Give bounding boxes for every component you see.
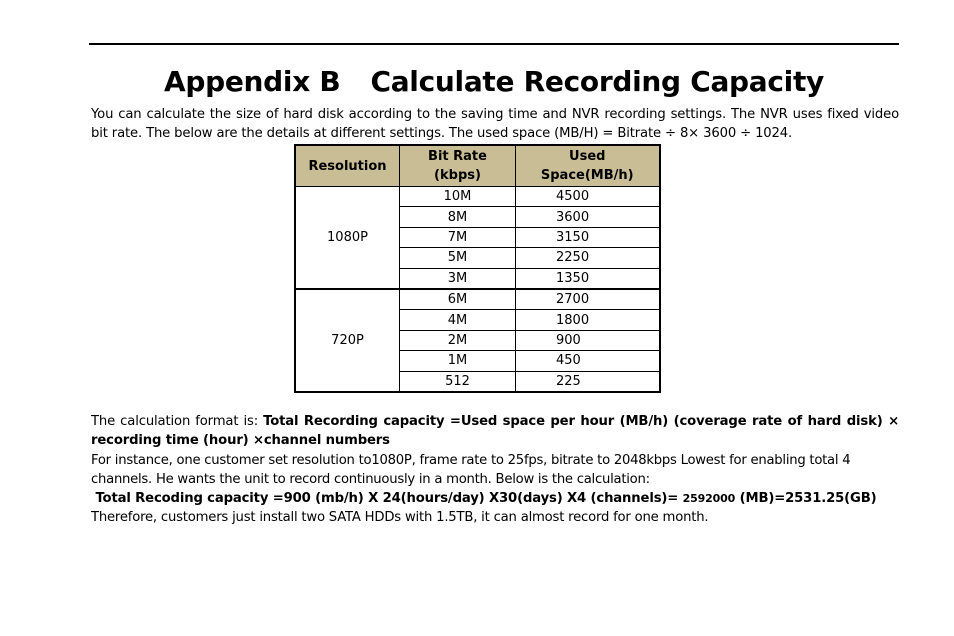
header-bitrate [400, 145, 516, 187]
used-space-cell: 1350 [516, 268, 660, 289]
used-space-cell: 3150 [516, 227, 660, 247]
table-body [295, 187, 660, 392]
capacity-table [294, 144, 661, 393]
used-space-cell: 4500 [516, 187, 660, 207]
table-row [295, 289, 660, 310]
used-space-cell: 2250 [516, 248, 660, 268]
bitrate-cell: 6M [400, 289, 516, 310]
conclusion-paragraph: Therefore, customers just install two SATA HDDs with 1.5TB, it can almost record for one month. [91, 510, 709, 525]
used-space-cell: 450 [516, 351, 660, 371]
used-space-cell: 900 [516, 330, 660, 350]
calculation-format-lead: The calculation format is: [91, 414, 264, 429]
appendix-label: Appendix B [163, 65, 341, 98]
resolution-cell: 1080P [295, 187, 400, 289]
table-header-row [295, 145, 660, 187]
calculation-format [91, 412, 899, 450]
bitrate-cell: 3M [400, 268, 516, 289]
header-bitrate-text: Bit Rate (kbps) [428, 149, 487, 183]
table-row [295, 187, 660, 207]
bitrate-cell: 4M [400, 310, 516, 330]
intro-paragraph: You can calculate the size of hard disk according to the saving time and NVR recording settings. The NVR uses fixed video bit rate. The below are the details at different settings. The used space (MB/H) = Bitrate ÷ 8× 3600 ÷ 1024. [91, 107, 899, 141]
header-resolution: Resolution [295, 145, 400, 187]
used-space-cell: 3600 [516, 207, 660, 227]
calculation-part-1: Total Recoding capacity =900 (mb/h) X 24(hours/day) X30(days) X4 (channels)= [95, 491, 683, 506]
bitrate-cell: 2M [400, 330, 516, 350]
calculation-result [91, 489, 899, 508]
calculation-number: 2592000 [682, 492, 736, 505]
header-used-space [516, 145, 660, 187]
used-space-cell: 225 [516, 371, 660, 392]
calculation-part-2: (MB)=2531.25(GB) [735, 491, 877, 506]
bitrate-cell: 10M [400, 187, 516, 207]
resolution-cell: 720P [295, 289, 400, 392]
bitrate-cell: 512 [400, 371, 516, 392]
example-paragraph: For instance, one customer set resolution to1080P, frame rate to 25fps, bitrate to 2048kbps Lowest for enabling total 4 channels. He wants the unit to record continuously in a month. Below is the calculation: [91, 453, 851, 487]
header-rule [89, 43, 899, 45]
appendix-title [89, 62, 899, 102]
calculation-formula: Total Recording capacity =Used space per hour (MB/h) (coverage rate of hard disk) × recording time (hour) ×channel numbers [91, 414, 899, 448]
appendix-heading: Calculate Recording Capacity [370, 65, 825, 98]
used-space-cell: 1800 [516, 310, 660, 330]
bitrate-cell: 5M [400, 248, 516, 268]
bitrate-cell: 8M [400, 207, 516, 227]
bitrate-cell: 1M [400, 351, 516, 371]
bitrate-cell: 7M [400, 227, 516, 247]
header-used-space-text: Used Space(MB/h) [540, 149, 634, 183]
used-space-cell: 2700 [516, 289, 660, 310]
